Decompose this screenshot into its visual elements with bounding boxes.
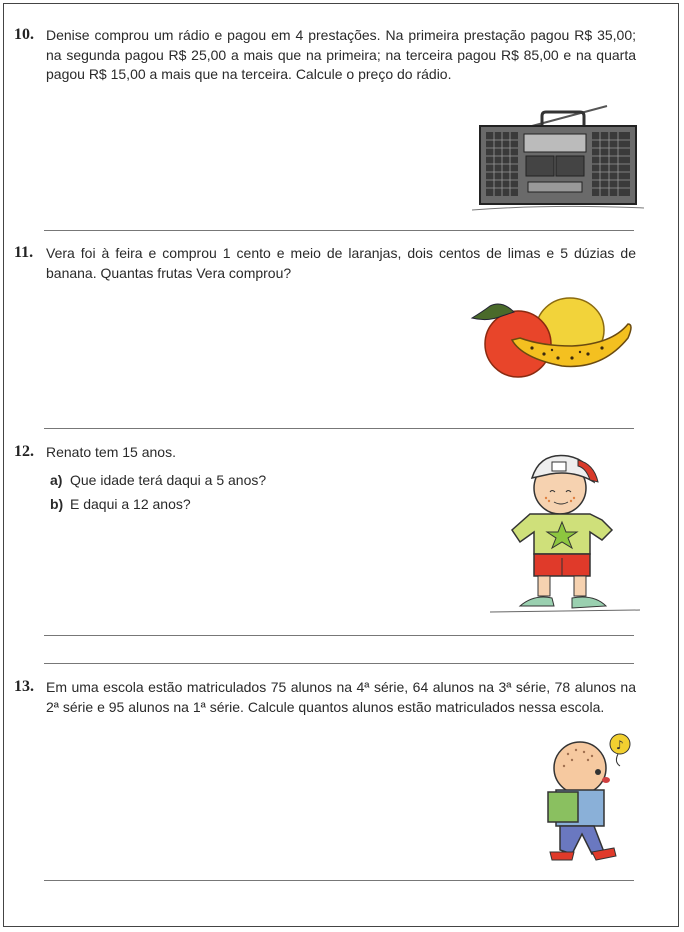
subitem-letter: b): [50, 496, 64, 512]
exercise-number: 11.: [14, 244, 34, 261]
exercise-number: 10.: [14, 26, 34, 43]
boy-music-illustration: [538, 730, 644, 864]
exercise-number: 13.: [14, 678, 34, 695]
exercise-text: Em uma escola estão matriculados 75 alunos na 4ª série, 64 alunos na 3ª série, 78 alunos na 2ª série e 95 alunos na 1ª série. Calcule quantos alunos estão matriculados nessa escola.: [46, 679, 636, 715]
fruits-illustration: [462, 294, 640, 384]
radio-illustration: [472, 104, 644, 212]
answer-line[interactable]: [44, 663, 634, 664]
exercise-text: Denise comprou um rádio e pagou em 4 prestações. Na primeira prestação pagou R$ 35,00; na segunda pagou R$ 25,00 a mais que na primeira; na terceira pagou R$ 85,00 e na quarta pagou R$ 15,00 a mais que na terceira. Calcule o preço do rádio.: [46, 27, 636, 82]
boy-cap-illustration: [490, 448, 640, 614]
exercise-number: 12.: [14, 443, 34, 460]
exercise-text: Vera foi à feira e comprou 1 cento e meio de laranjas, dois centos de limas e 5 dúzias de banana. Quantas frutas Vera comprou?: [46, 245, 636, 281]
answer-line[interactable]: [44, 880, 634, 881]
svg-text:♪: ♪: [616, 738, 624, 752]
subitem-letter: a): [50, 472, 63, 488]
subitem-text: Que idade terá daqui a 5 anos?: [70, 472, 267, 488]
subitem-text: E daqui a 12 anos?: [70, 496, 191, 512]
answer-line[interactable]: [44, 230, 634, 231]
exercise-text: Renato tem 15 anos.: [46, 444, 176, 460]
answer-line[interactable]: [44, 428, 634, 429]
answer-line[interactable]: [44, 635, 634, 636]
subitem-a: [50, 470, 266, 490]
subitem-b: [50, 494, 191, 514]
